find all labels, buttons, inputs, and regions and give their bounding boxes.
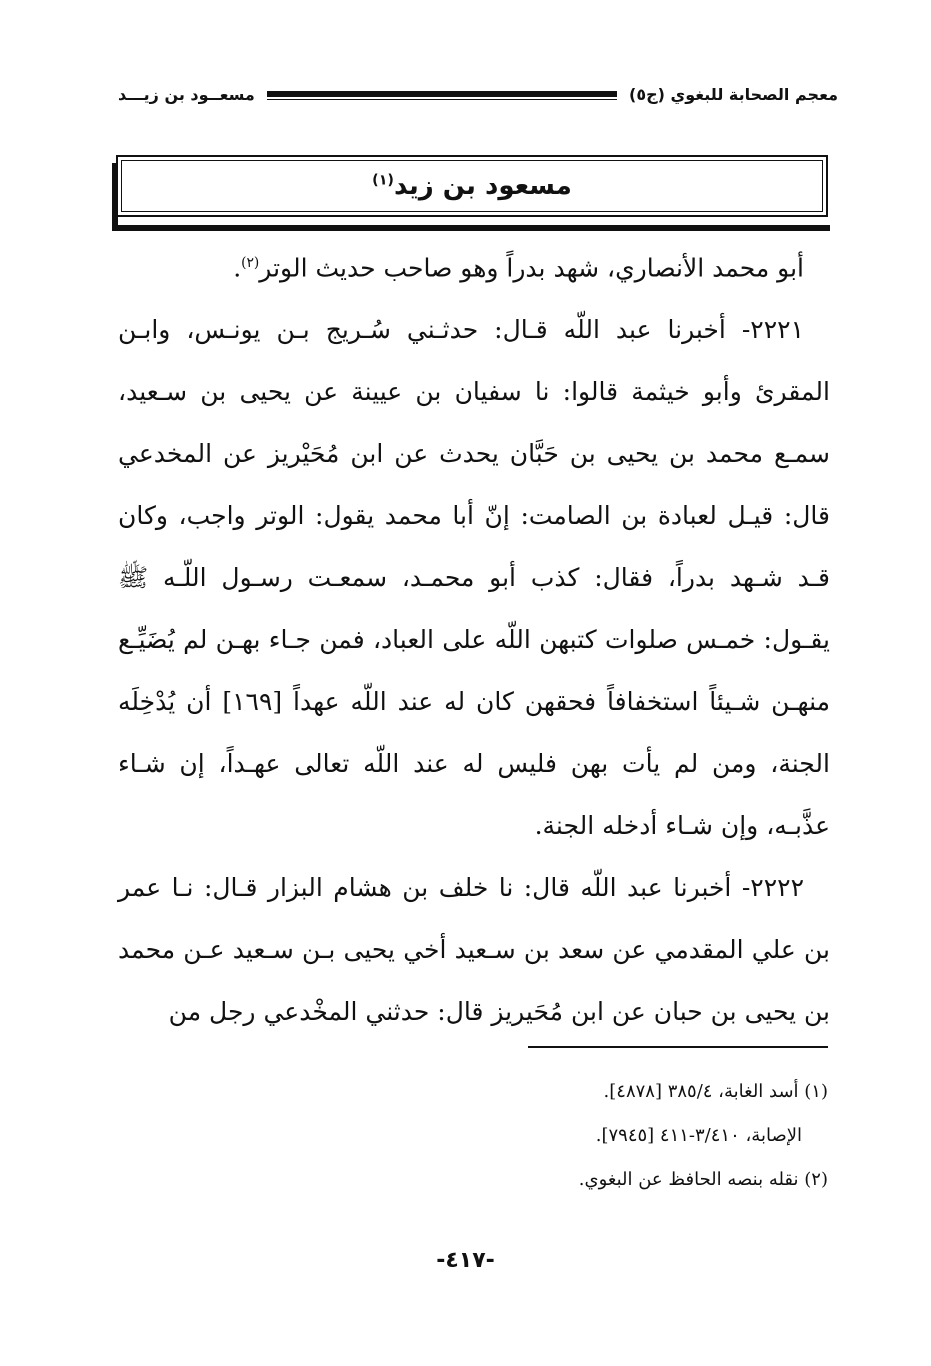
book-title: معجم الصحابة للبغوي (ج٥) bbox=[629, 84, 838, 104]
hadith-2222: ٢٢٢٢- أخبرنا عبد اللّه قال: نا خلف بن هشام البزار قـال: نـا عمر بن علي المقدمي عن سعد بن سـعيد أخي يحيى بـن سـعيد عـن محمد بن يحيى بن حبان عن ابن مُحَيريز قال: حدثني المخْدعي رجل من bbox=[118, 873, 830, 1027]
footnote-1: (١) أسد الغابة، ٣٨٥/٤ [٤٨٧٨]. bbox=[603, 1081, 828, 1102]
header-topic: مسعــود بن زيـــد bbox=[118, 84, 255, 104]
running-header bbox=[118, 76, 838, 112]
title-box-inner bbox=[121, 160, 823, 212]
hadith-2221: ٢٢٢١- أخبرنا عبد اللّه قـال: حدثـني سُـريج بـن يونـس، وابـن المقرئ وأبو خيثمة قالوا: نا سفيان بن عيينة عن يحيى بن سـعيد، سمـع محمد بن يحيى بن حَبَّان يحدث عن ابن مُحَيْريز عن المخدعي قال: قيـل لعبادة بن الصامت: إنّ أبا محمد يقول: الوتر واجب، وكان قـد شـهد بدراً، فقال: كذب أبو محمـد، سمعـت رسـول اللّـه ﷺ يقـول: خمـس صلوات كتبهن اللّه على العباد، فمن جـاء بهـن لم يُضَيِّـع منهـن شـيئاً استخفافاً فحقهن كان له عند اللّه عهداً [١٦٩] أن يُدْخِلَه الجنة، ومن لم يأت بهن فليس له عند اللّه تعالى عهـداً، إن شـاء عذَّبـه، وإن شـاء أدخله الجنة. bbox=[118, 315, 831, 841]
entry-title-text: مسعود بن زيد bbox=[393, 171, 572, 201]
entry-title-box bbox=[116, 155, 828, 217]
footnote-2: (٢) نقله بنصه الحافظ عن البغوي. bbox=[578, 1169, 828, 1190]
page-number: -٤١٧- bbox=[436, 1248, 495, 1273]
footnote-separator bbox=[528, 1046, 828, 1048]
footnotes bbox=[300, 1070, 828, 1202]
intro-end: . bbox=[233, 253, 242, 283]
intro-footnote-ref: (٢) bbox=[241, 255, 260, 271]
header-rule bbox=[267, 91, 617, 97]
title-footnote-ref: (١) bbox=[372, 172, 394, 189]
entry-title bbox=[372, 171, 572, 201]
footnote-1-continued: الإصابة، ٣/٤١٠-٤١١ [٧٩٤٥]. bbox=[595, 1125, 802, 1146]
intro-text: أبو محمد الأنصاري، شهد بدراً وهو صاحب حديث الوتر bbox=[259, 253, 804, 283]
main-text bbox=[118, 232, 830, 1043]
intro-paragraph bbox=[118, 232, 830, 299]
